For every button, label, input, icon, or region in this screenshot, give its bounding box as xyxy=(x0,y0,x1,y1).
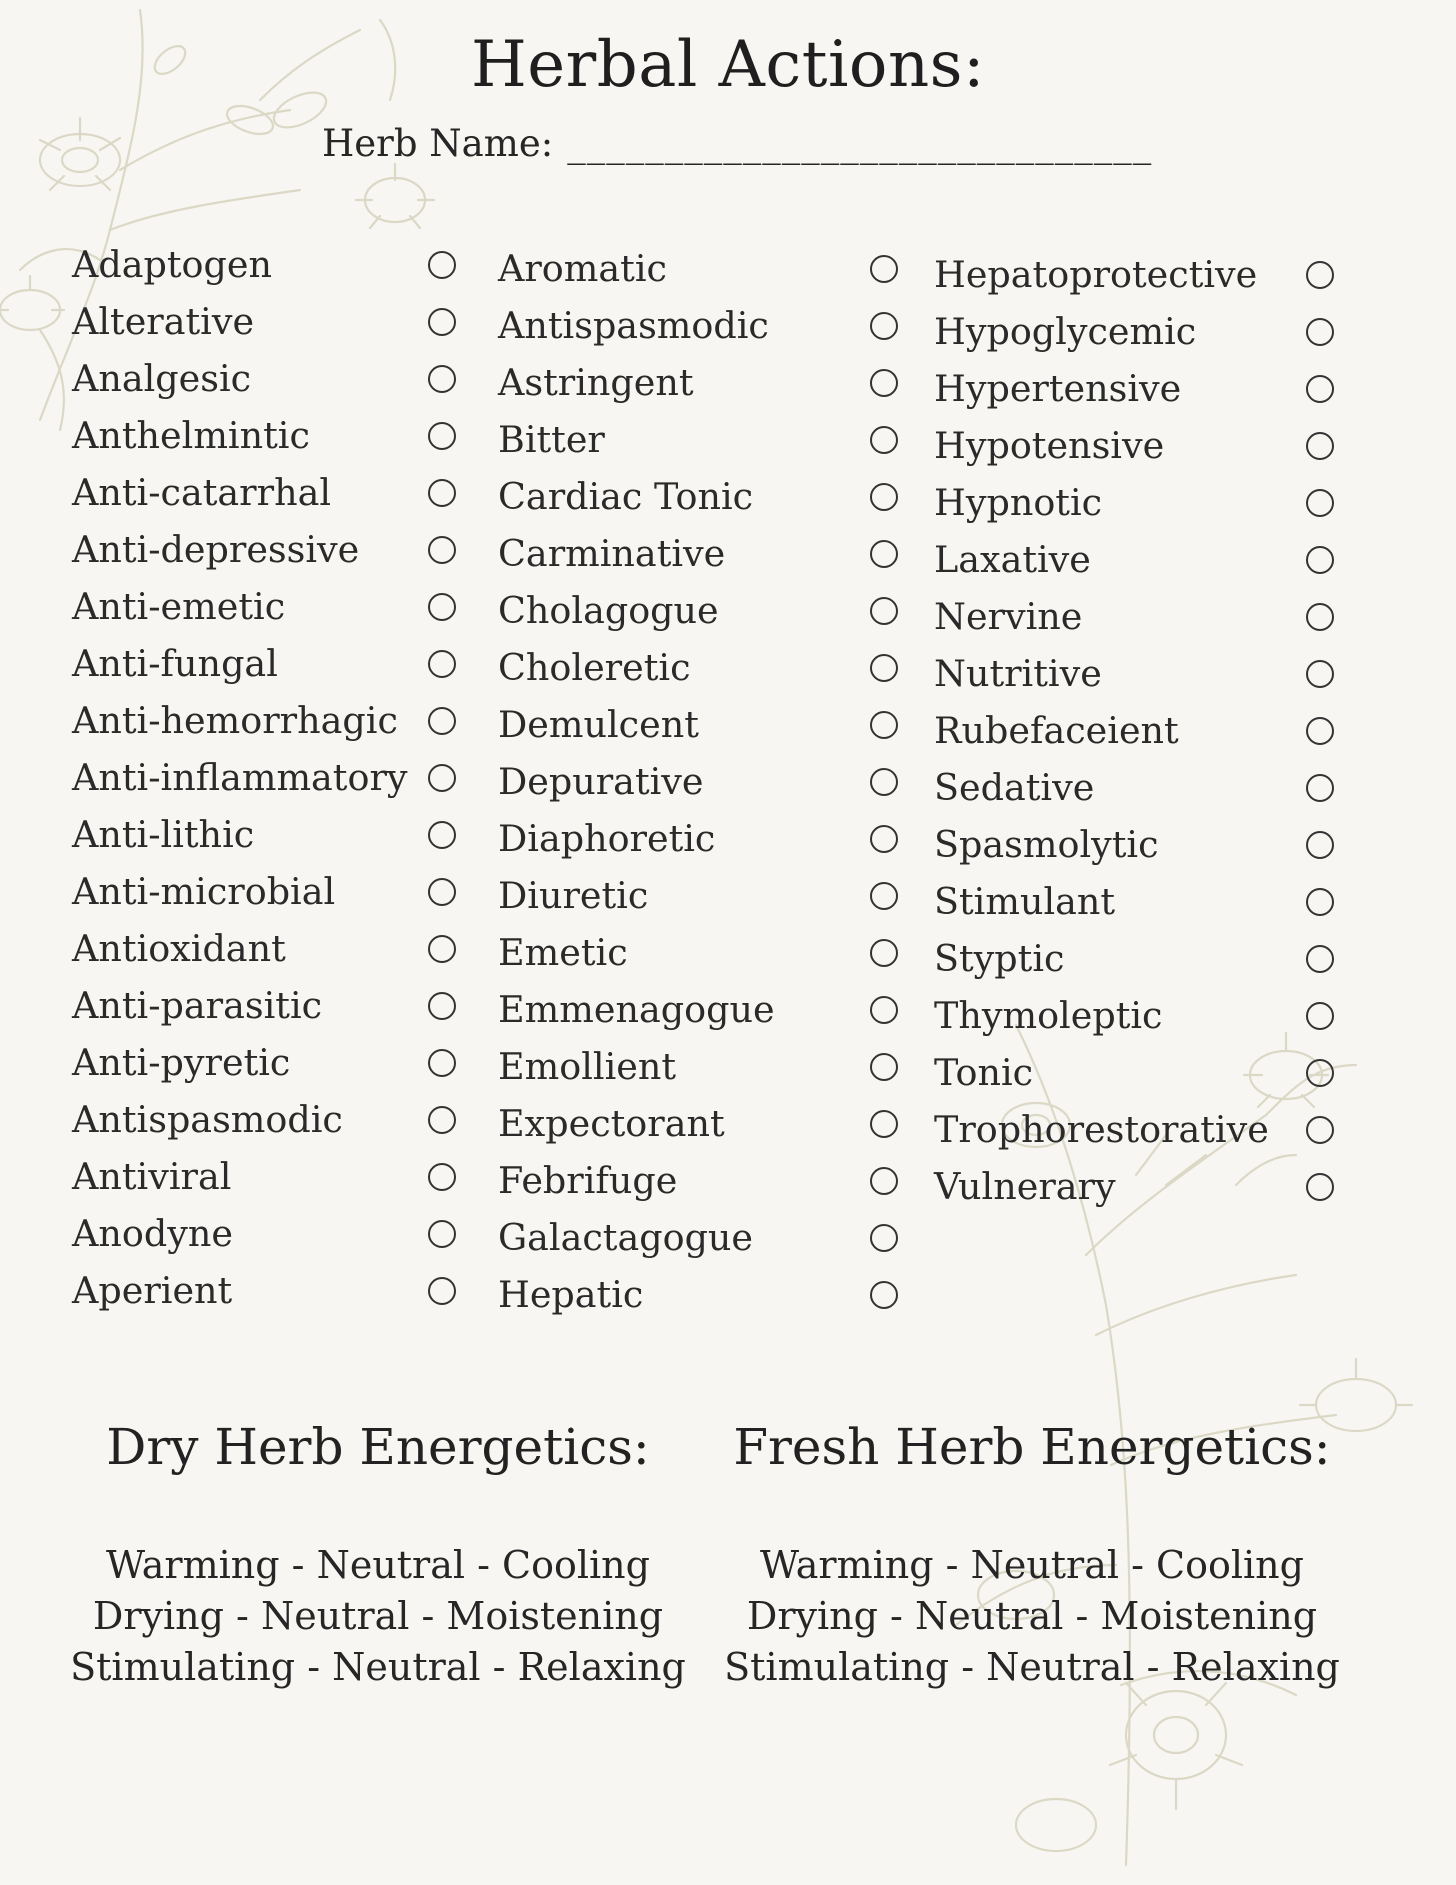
action-item[interactable] xyxy=(72,977,456,1034)
action-item[interactable] xyxy=(498,525,898,582)
action-item[interactable] xyxy=(72,1034,456,1091)
actions-column-1 xyxy=(72,236,456,1319)
action-label: Hepatic xyxy=(498,1273,644,1316)
actions-column-2 xyxy=(498,240,898,1323)
action-item[interactable] xyxy=(498,354,898,411)
action-item[interactable] xyxy=(498,297,898,354)
action-label: Depurative xyxy=(498,760,704,803)
page-title: Herbal Actions: xyxy=(470,28,986,102)
action-item[interactable] xyxy=(498,981,898,1038)
action-item[interactable] xyxy=(72,236,456,293)
circle-checkbox-icon[interactable] xyxy=(870,1224,898,1252)
action-item[interactable] xyxy=(934,1101,1334,1158)
circle-checkbox-icon[interactable] xyxy=(428,821,456,849)
action-label: Antioxidant xyxy=(72,927,286,970)
action-label: Astringent xyxy=(498,361,694,404)
action-item[interactable] xyxy=(498,753,898,810)
action-label: Febrifuge xyxy=(498,1159,678,1202)
action-label: Emmenagogue xyxy=(498,988,775,1031)
circle-checkbox-icon[interactable] xyxy=(428,593,456,621)
circle-checkbox-icon[interactable] xyxy=(870,1167,898,1195)
action-item[interactable] xyxy=(498,1266,898,1323)
action-item[interactable] xyxy=(934,246,1334,303)
action-item[interactable] xyxy=(934,645,1334,702)
action-item[interactable] xyxy=(72,407,456,464)
circle-checkbox-icon[interactable] xyxy=(428,878,456,906)
herb-name-blank-line[interactable]: ______________________________ xyxy=(567,122,1153,165)
action-item[interactable] xyxy=(498,696,898,753)
action-label: Hypotensive xyxy=(934,424,1165,467)
action-label: Carminative xyxy=(498,532,726,575)
action-label: Laxative xyxy=(934,538,1091,581)
circle-checkbox-icon[interactable] xyxy=(428,479,456,507)
circle-checkbox-icon[interactable] xyxy=(1306,1116,1334,1144)
circle-checkbox-icon[interactable] xyxy=(870,597,898,625)
action-item[interactable] xyxy=(498,924,898,981)
dry-energetics-line: Warming - Neutral - Cooling xyxy=(106,1543,650,1587)
circle-checkbox-icon[interactable] xyxy=(428,536,456,564)
circle-checkbox-icon[interactable] xyxy=(428,1106,456,1134)
action-label: Anti-parasitic xyxy=(72,984,323,1027)
action-item[interactable] xyxy=(498,1152,898,1209)
circle-checkbox-icon[interactable] xyxy=(870,369,898,397)
action-label: Anthelmintic xyxy=(72,414,310,457)
action-item[interactable] xyxy=(934,531,1334,588)
action-label: Anti-depressive xyxy=(72,528,360,571)
circle-checkbox-icon[interactable] xyxy=(1306,261,1334,289)
circle-checkbox-icon[interactable] xyxy=(1306,831,1334,859)
action-label: Anti-inflammatory xyxy=(72,756,408,799)
action-label: Bitter xyxy=(498,418,605,461)
action-label: Anti-lithic xyxy=(72,813,255,856)
action-item[interactable] xyxy=(934,987,1334,1044)
circle-checkbox-icon[interactable] xyxy=(870,1053,898,1081)
action-item[interactable] xyxy=(72,1205,456,1262)
action-item[interactable] xyxy=(498,240,898,297)
action-label: Hypertensive xyxy=(934,367,1182,410)
action-item[interactable] xyxy=(72,920,456,977)
action-label: Antiviral xyxy=(72,1155,232,1198)
action-item[interactable] xyxy=(934,759,1334,816)
action-item[interactable] xyxy=(72,293,456,350)
circle-checkbox-icon[interactable] xyxy=(1306,717,1334,745)
fresh-energetics-line: Warming - Neutral - Cooling xyxy=(760,1543,1304,1587)
action-item[interactable] xyxy=(498,1038,898,1095)
circle-checkbox-icon[interactable] xyxy=(1306,1002,1334,1030)
circle-checkbox-icon[interactable] xyxy=(428,935,456,963)
circle-checkbox-icon[interactable] xyxy=(870,768,898,796)
action-label: Hepatoprotective xyxy=(934,253,1258,296)
circle-checkbox-icon[interactable] xyxy=(870,426,898,454)
action-label: Aromatic xyxy=(498,247,667,290)
circle-checkbox-icon[interactable] xyxy=(1306,375,1334,403)
action-item[interactable] xyxy=(934,474,1334,531)
action-label: Nutritive xyxy=(934,652,1102,695)
dry-herb-energetics xyxy=(58,1418,698,1693)
action-label: Rubefaceient xyxy=(934,709,1179,752)
circle-checkbox-icon[interactable] xyxy=(1306,888,1334,916)
circle-checkbox-icon[interactable] xyxy=(1306,432,1334,460)
circle-checkbox-icon[interactable] xyxy=(1306,546,1334,574)
fresh-energetics-heading: Fresh Herb Energetics: xyxy=(733,1418,1331,1476)
action-label: Galactagogue xyxy=(498,1216,754,1259)
circle-checkbox-icon[interactable] xyxy=(428,992,456,1020)
action-item[interactable] xyxy=(498,411,898,468)
action-label: Anti-hemorrhagic xyxy=(72,699,398,742)
action-label: Analgesic xyxy=(72,357,252,400)
action-item[interactable] xyxy=(934,702,1334,759)
action-item[interactable] xyxy=(72,521,456,578)
action-item[interactable] xyxy=(934,417,1334,474)
action-item[interactable] xyxy=(498,867,898,924)
circle-checkbox-icon[interactable] xyxy=(870,312,898,340)
circle-checkbox-icon[interactable] xyxy=(428,707,456,735)
action-label: Antispasmodic xyxy=(72,1098,343,1141)
action-label: Hypoglycemic xyxy=(934,310,1197,353)
circle-checkbox-icon[interactable] xyxy=(870,882,898,910)
action-item[interactable] xyxy=(72,578,456,635)
circle-checkbox-icon[interactable] xyxy=(870,996,898,1024)
action-item[interactable] xyxy=(72,1148,456,1205)
action-label: Nervine xyxy=(934,595,1083,638)
circle-checkbox-icon[interactable] xyxy=(428,365,456,393)
action-label: Spasmolytic xyxy=(934,823,1159,866)
action-label: Choleretic xyxy=(498,646,691,689)
action-label: Anti-catarrhal xyxy=(72,471,332,514)
action-label: Emetic xyxy=(498,931,628,974)
action-label: Anti-microbial xyxy=(72,870,336,913)
action-item[interactable] xyxy=(934,588,1334,645)
circle-checkbox-icon[interactable] xyxy=(428,422,456,450)
dry-energetics-line: Drying - Neutral - Moistening xyxy=(92,1594,664,1638)
action-item[interactable] xyxy=(72,1091,456,1148)
action-label: Thymoleptic xyxy=(934,994,1163,1037)
action-label: Aperient xyxy=(72,1269,233,1312)
circle-checkbox-icon[interactable] xyxy=(1306,318,1334,346)
action-item[interactable] xyxy=(934,1158,1334,1215)
action-item[interactable] xyxy=(498,1209,898,1266)
action-item[interactable] xyxy=(498,468,898,525)
action-label: Diaphoretic xyxy=(498,817,716,860)
action-item[interactable] xyxy=(72,1262,456,1319)
circle-checkbox-icon[interactable] xyxy=(1306,774,1334,802)
action-item[interactable] xyxy=(72,863,456,920)
action-item[interactable] xyxy=(934,360,1334,417)
action-label: Anti-pyretic xyxy=(72,1041,291,1084)
action-item[interactable] xyxy=(934,303,1334,360)
dry-energetics-heading: Dry Herb Energetics: xyxy=(106,1418,650,1476)
circle-checkbox-icon[interactable] xyxy=(870,939,898,967)
action-item[interactable] xyxy=(72,464,456,521)
action-item[interactable] xyxy=(72,692,456,749)
circle-checkbox-icon[interactable] xyxy=(870,255,898,283)
circle-checkbox-icon[interactable] xyxy=(1306,660,1334,688)
herb-name-label: Herb Name: xyxy=(322,122,554,165)
action-item[interactable] xyxy=(498,1095,898,1152)
circle-checkbox-icon[interactable] xyxy=(1306,603,1334,631)
circle-checkbox-icon[interactable] xyxy=(428,1277,456,1305)
circle-checkbox-icon[interactable] xyxy=(428,650,456,678)
circle-checkbox-icon[interactable] xyxy=(428,1163,456,1191)
action-label: Anodyne xyxy=(72,1212,233,1255)
circle-checkbox-icon[interactable] xyxy=(870,540,898,568)
circle-checkbox-icon[interactable] xyxy=(428,1220,456,1248)
action-item[interactable] xyxy=(498,582,898,639)
circle-checkbox-icon[interactable] xyxy=(428,1049,456,1077)
action-item[interactable] xyxy=(934,930,1334,987)
circle-checkbox-icon[interactable] xyxy=(870,825,898,853)
action-item[interactable] xyxy=(72,350,456,407)
action-item[interactable] xyxy=(72,635,456,692)
action-label: Styptic xyxy=(934,937,1065,980)
herb-name-field[interactable] xyxy=(322,122,1152,165)
fresh-energetics-line: Drying - Neutral - Moistening xyxy=(746,1594,1318,1638)
action-label: Antispasmodic xyxy=(498,304,769,347)
action-label: Trophorestorative xyxy=(934,1108,1269,1151)
action-item[interactable] xyxy=(498,810,898,867)
circle-checkbox-icon[interactable] xyxy=(428,251,456,279)
action-label: Cholagogue xyxy=(498,589,719,632)
action-label: Stimulant xyxy=(934,880,1116,923)
dry-energetics-line: Stimulating - Neutral - Relaxing xyxy=(70,1645,686,1689)
circle-checkbox-icon[interactable] xyxy=(870,483,898,511)
circle-checkbox-icon[interactable] xyxy=(428,308,456,336)
action-item[interactable] xyxy=(934,873,1334,930)
action-label: Alterative xyxy=(72,300,255,343)
action-label: Tonic xyxy=(934,1051,1034,1094)
circle-checkbox-icon[interactable] xyxy=(870,711,898,739)
action-label: Demulcent xyxy=(498,703,699,746)
fresh-herb-energetics xyxy=(712,1418,1352,1693)
action-label: Vulnerary xyxy=(934,1165,1116,1208)
action-label: Cardiac Tonic xyxy=(498,475,754,518)
action-item[interactable] xyxy=(934,1044,1334,1101)
action-label: Expectorant xyxy=(498,1102,725,1145)
circle-checkbox-icon[interactable] xyxy=(870,1281,898,1309)
circle-checkbox-icon[interactable] xyxy=(870,1110,898,1138)
circle-checkbox-icon[interactable] xyxy=(870,654,898,682)
action-label: Diuretic xyxy=(498,874,649,917)
action-label: Sedative xyxy=(934,766,1095,809)
action-item[interactable] xyxy=(934,816,1334,873)
fresh-energetics-line: Stimulating - Neutral - Relaxing xyxy=(724,1645,1340,1689)
action-item[interactable] xyxy=(498,639,898,696)
action-item[interactable] xyxy=(72,806,456,863)
action-label: Hypnotic xyxy=(934,481,1103,524)
action-label: Emollient xyxy=(498,1045,677,1088)
circle-checkbox-icon[interactable] xyxy=(1306,1173,1334,1201)
action-label: Anti-fungal xyxy=(72,642,278,685)
actions-column-3 xyxy=(934,246,1334,1215)
action-label: Adaptogen xyxy=(72,243,272,286)
action-item[interactable] xyxy=(72,749,456,806)
circle-checkbox-icon[interactable] xyxy=(1306,489,1334,517)
action-label: Anti-emetic xyxy=(72,585,286,628)
circle-checkbox-icon[interactable] xyxy=(1306,1059,1334,1087)
circle-checkbox-icon[interactable] xyxy=(428,764,456,792)
circle-checkbox-icon[interactable] xyxy=(1306,945,1334,973)
